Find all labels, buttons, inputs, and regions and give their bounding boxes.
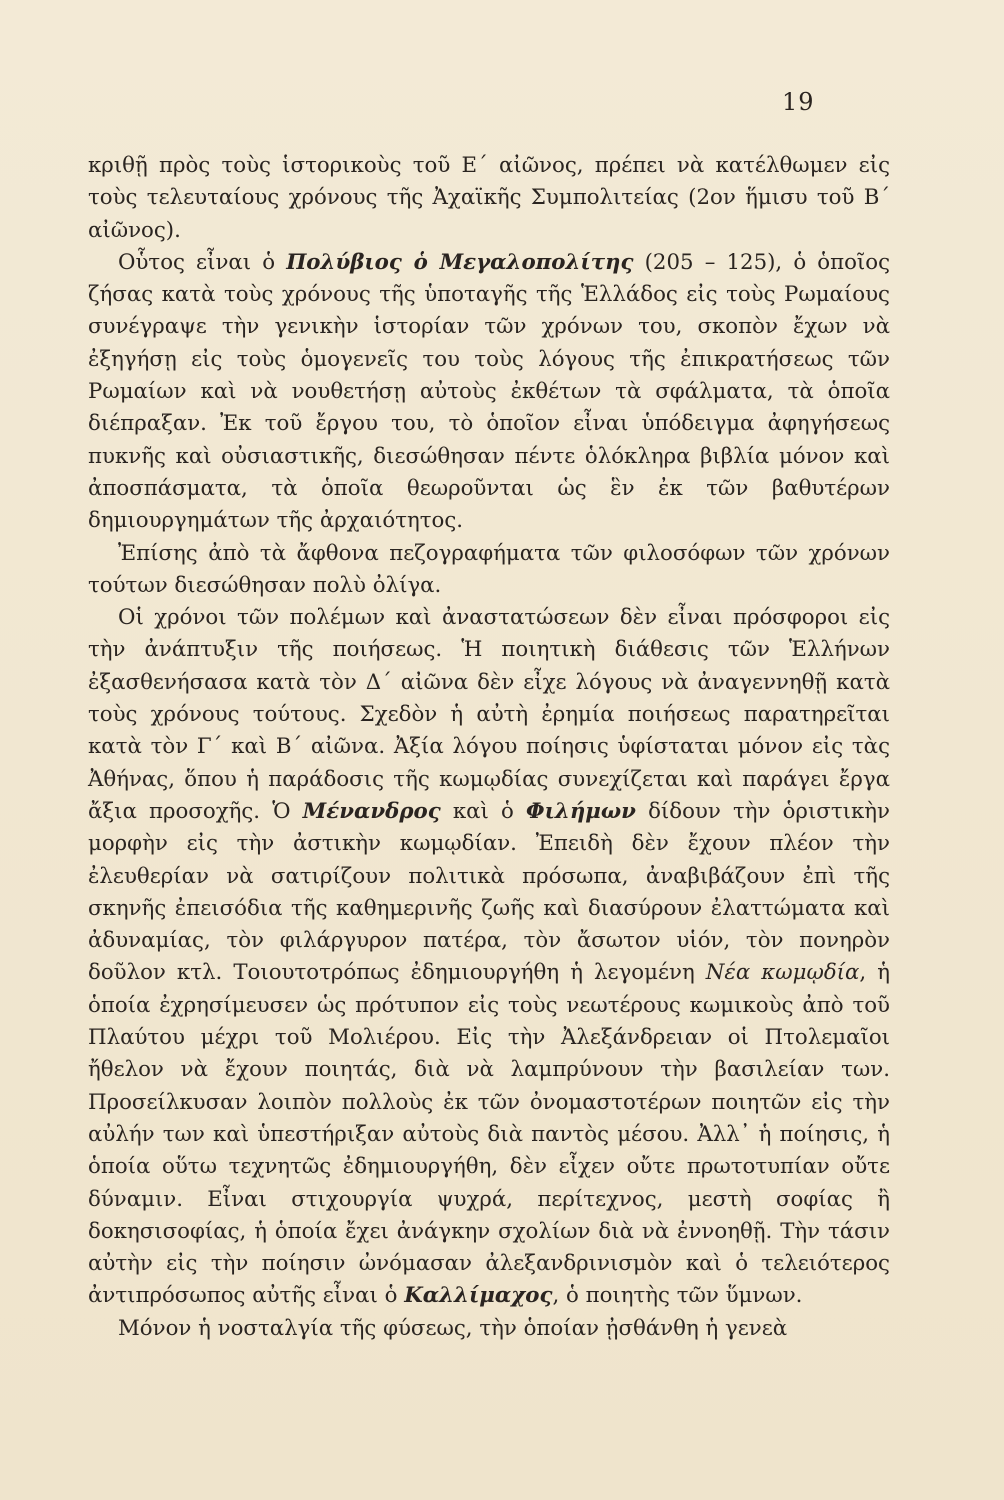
name-menander: Μένανδρος (302, 798, 441, 824)
body-text (88, 150, 890, 1345)
paragraph-2 (88, 247, 890, 538)
page-number: 19 (782, 88, 815, 116)
text-run: , ἡ ὁποία ἐχρησίμευσεν ὡς πρότυπον εἰς τοὺς νεωτέρους κωμικοὺς ἀπὸ τοῦ Πλαύτου μέχρι τοῦ Μολιέρου. Εἰς τὴν Ἀλεξάνδρειαν οἱ Πτολεμαῖοι ἤθελον νὰ ἔχουν ποιητάς, διὰ νὰ λαμπρύνουν τὴν βασιλείαν των. Προσείλκυσαν λοιπὸν πολλοὺς ἐκ τῶν ὀνομαστοτέρων ποιητῶν εἰς τὴν αὐλήν των καὶ ὑπεστήριξαν αὐτοὺς διὰ παντὸς μέσου. Ἀλλ᾽ ἡ ποίησις, ἡ ὁποία οὕτω τεχνητῶς ἐδημιουργήθη, δὲν εἶχεν οὔτε πρωτοτυπίαν οὔτε δύναμιν. Εἶναι στιχουργία ψυχρά, περίτεχνος, μεστὴ σοφίας ἢ δοκησισοφίας, ἡ ὁποία ἔχει ἀνάγκην σχολίων διὰ νὰ ἐννοηθῇ. Τὴν τάσιν αὐτὴν εἰς τὴν ποίησιν ὠνόμασαν ἀλεξανδρινισμὸν καὶ ὁ τελειότερος ἀντιπρόσωπος αὐτῆς εἶναι ὁ (88, 960, 890, 1309)
text-run: δίδουν τὴν ὁριστικὴν μορφὴν εἰς τὴν ἀστικὴν κωμῳδίαν. Ἐπειδὴ δὲν ἔχουν πλέον τὴν ἐλευθερίαν νὰ σατιρίζουν πολιτικὰ πρόσωπα, ἀναβιβάζουν ἐπὶ τῆς σκηνῆς ἐπεισόδια τῆς καθημερινῆς ζωῆς καὶ διασύρουν ἐλαττώματα καὶ ἀδυναμίας, τὸν φιλάργυρον πατέρα, τὸν ἄσωτον υἱόν, τὸν πονηρὸν δοῦλον κτλ. Τοιουτοτρόπως ἐδημιουργήθη ἡ λεγομένη (88, 798, 890, 986)
paragraph-5 (88, 1313, 890, 1345)
text-run: Ἐπίσης ἀπὸ τὰ ἄφθονα πεζογραφήματα τῶν φιλοσόφων τῶν χρόνων τούτων διεσώθησαν πολὺ ὀλίγα. (88, 540, 890, 598)
name-callimachus: Καλλίμαχος (404, 1283, 553, 1309)
name-philemon: Φιλήμων (526, 798, 636, 824)
text-run: Μόνον ἡ νοσταλγία τῆς φύσεως, τὴν ὁποίαν ᾐσθάνθη ἡ γενεὰ (118, 1315, 788, 1341)
text-run: Οὗτος εἶναι ὁ (118, 249, 287, 275)
paragraph-3 (88, 538, 890, 603)
text-run: , ὁ ποιητὴς τῶν ὕμνων. (552, 1283, 803, 1309)
text-run: Οἱ χρόνοι τῶν πολέμων καὶ ἀναστατώσεων δὲν εἶναι πρόσφοροι εἰς τὴν ἀνάπτυξιν τῆς ποιήσεως. Ἡ ποιητικὴ διάθεσις τῶν Ἑλλήνων ἐξασθενήσασα κατὰ τὸν Δ΄ αἰῶνα δὲν εἶχε λόγους νὰ ἀναγεννηθῇ κατὰ τοὺς χρόνους τούτους. Σχεδὸν ἡ αὐτὴ ἐρημία ποιήσεως παρατηρεῖται κατὰ τὸν Γ΄ καὶ Β΄ αἰῶνα. Ἀξία λόγου ποίησις ὑφίσταται μόνον εἰς τὰς Ἀθήνας, ὅπου ἡ παράδοσις τῆς κωμῳδίας συνεχίζεται καὶ παράγει ἔργα ἄξια προσοχῆς. Ὁ (88, 605, 890, 824)
paragraph-1 (88, 150, 890, 247)
text-run: (205 – 125), ὁ ὁποῖος ζήσας κατὰ τοὺς χρόνους τῆς ὑποταγῆς τῆς Ἑλλάδος εἰς τοὺς Ρωμαίους συνέγραψε τὴν γενικὴν ἱστορίαν τῶν χρόνων του, σκοπὸν ἔχων νὰ ἐξηγήσῃ εἰς τοὺς ὁμογενεῖς του τοὺς λόγους τῆς ἐπικρατήσεως τῶν Ρωμαίων καὶ νὰ νουθετήσῃ αὐτοὺς ἐκθέτων τὰ σφάλματα, τὰ ὁποῖα διέπραξαν. Ἐκ τοῦ ἔργου του, τὸ ὁποῖον εἶναι ὑπόδειγμα ἀφηγήσεως πυκνῆς καὶ οὐσιαστικῆς, διεσώθησαν πέντε ὁλόκληρα βιβλία μόνον καὶ ἀποσπάσματα, τὰ ὁποῖα θεωροῦνται ὡς ἓν ἐκ τῶν βαθυτέρων δημιουργημάτων τῆς ἀρχαιότητος. (88, 249, 890, 534)
text-run: καὶ ὁ (440, 798, 527, 824)
name-polybius: Πολύβιος ὁ Μεγαλοπολίτης (286, 249, 634, 275)
text-run: κριθῇ πρὸς τοὺς ἱστορικοὺς τοῦ Ε΄ αἰῶνος, πρέπει νὰ κατέλθωμεν εἰς τοὺς τελευταίους χρόνους τῆς Ἀχαϊκῆς Συμπολιτείας (2ον ἥμισυ τοῦ Β΄ αἰῶνος). (88, 153, 890, 243)
paragraph-4 (88, 602, 890, 1313)
term-new-comedy: Νέα κωμῳδία (705, 960, 860, 986)
